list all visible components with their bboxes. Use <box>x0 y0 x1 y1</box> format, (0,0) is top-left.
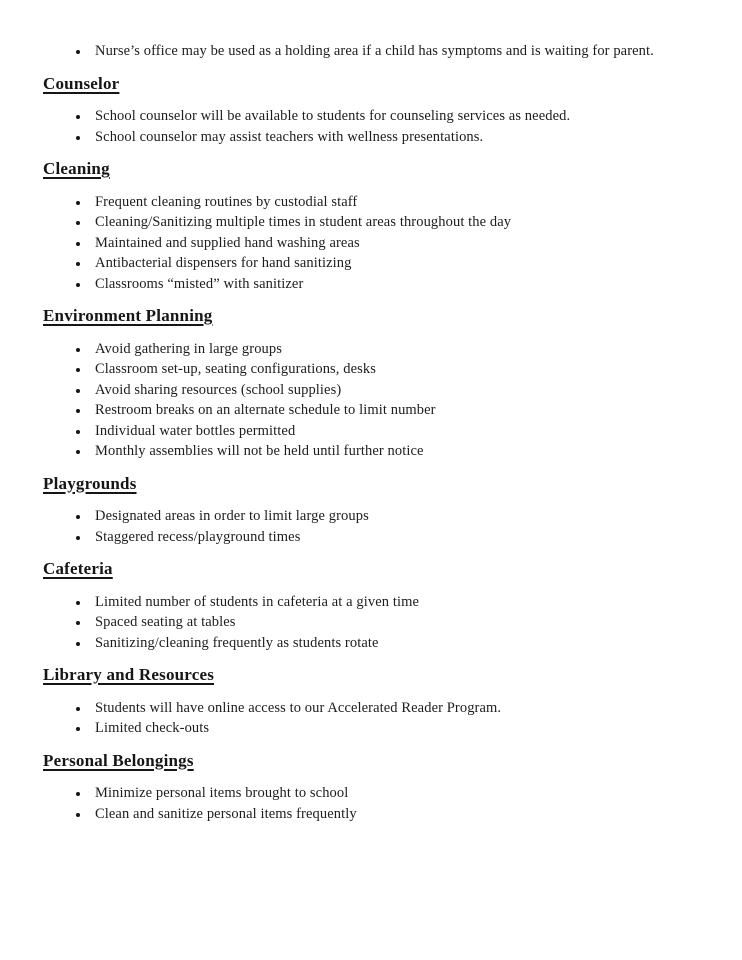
bullet-item: • Students will have online access to our Accelerated Reader Program. <box>90 698 712 719</box>
bullet-item: • Classrooms “misted” with sanitizer <box>90 274 712 295</box>
section-heading: Playgrounds <box>43 473 137 493</box>
bullet-item: • Sanitizing/cleaning frequently as students rotate <box>90 633 712 654</box>
bullet-list <box>0 783 742 824</box>
bullet-item: • Frequent cleaning routines by custodial staff <box>90 192 712 213</box>
bullet-item: • Classroom set-up, seating configurations, desks <box>90 359 712 380</box>
section-heading: Counselor <box>43 73 120 93</box>
bullet-item: • Designated areas in order to limit large groups <box>90 506 712 527</box>
bullet-item: • Individual water bottles permitted <box>90 421 712 442</box>
bullet-item: • Clean and sanitize personal items frequently <box>90 804 712 825</box>
intro-bullet-list <box>0 41 742 62</box>
bullet-item: • Avoid gathering in large groups <box>90 339 712 360</box>
bullet-item: • Minimize personal items brought to school <box>90 783 712 804</box>
document-section <box>0 73 742 148</box>
bullet-list <box>0 106 742 147</box>
bullet-item: • Monthly assemblies will not be held until further notice <box>90 441 712 462</box>
bullet-list <box>0 339 742 462</box>
bullet-item: • Avoid sharing resources (school supplies) <box>90 380 712 401</box>
bullet-item: • Limited check-outs <box>90 718 712 739</box>
bullet-item: • Staggered recess/playground times <box>90 527 712 548</box>
document-section <box>0 750 742 825</box>
bullet-list <box>0 698 742 739</box>
document-section <box>0 473 742 548</box>
sections-container <box>0 73 742 825</box>
bullet-list <box>0 506 742 547</box>
bullet-item: • Spaced seating at tables <box>90 612 712 633</box>
document-section <box>0 558 742 653</box>
bullet-item: • School counselor will be available to students for counseling services as needed. <box>90 106 712 127</box>
bullet-list <box>0 192 742 295</box>
bullet-item: • School counselor may assist teachers with wellness presentations. <box>90 127 712 148</box>
bullet-item: • Nurse’s office may be used as a holding area if a child has symptoms and is waiting for parent. <box>90 41 712 62</box>
document-section <box>0 158 742 294</box>
section-heading: Cleaning <box>43 159 110 178</box>
section-heading: Personal Belongings <box>43 750 194 770</box>
section-heading: Cafeteria <box>43 559 113 578</box>
bullet-item: • Antibacterial dispensers for hand sanitizing <box>90 253 712 274</box>
section-heading: Environment Planning <box>43 306 213 325</box>
bullet-list <box>0 592 742 654</box>
section-heading: Library and Resources <box>43 665 215 684</box>
document-section <box>0 305 742 462</box>
bullet-item: • Cleaning/Sanitizing multiple times in student areas throughout the day <box>90 212 712 233</box>
bullet-item: • Limited number of students in cafeteria at a given time <box>90 592 712 613</box>
bullet-item: • Restroom breaks on an alternate schedule to limit number <box>90 400 712 421</box>
document-section <box>0 664 742 739</box>
bullet-item: • Maintained and supplied hand washing areas <box>90 233 712 254</box>
